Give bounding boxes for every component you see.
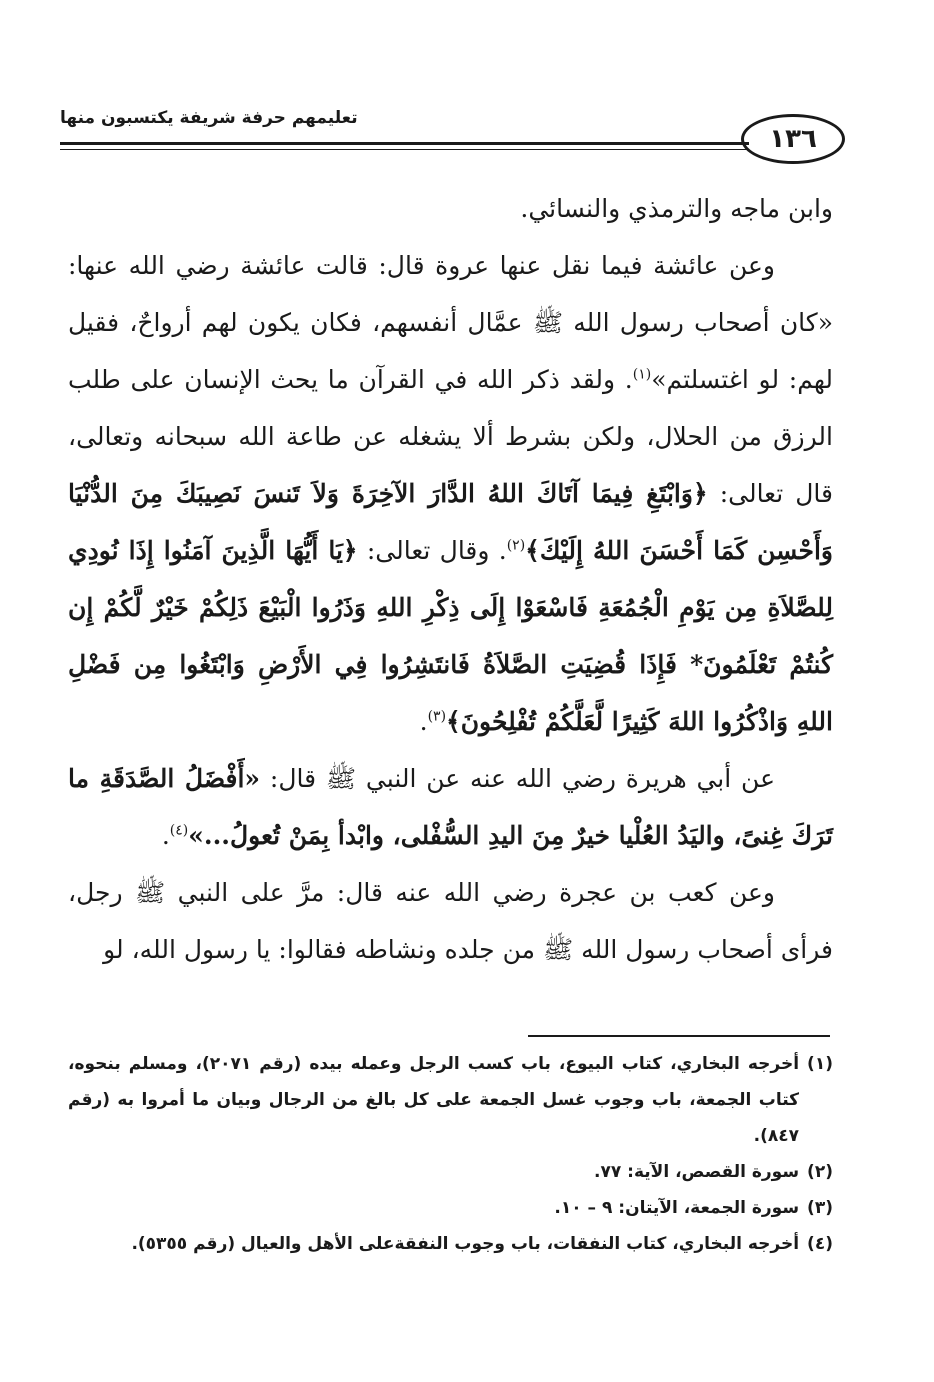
- quran-verse-qasas: ﴿وَابْتَغِ فِيمَا آتَاكَ اللهُ الدَّارَ الآخِرَةَ وَلاَ تَنسَ نَصِيبَكَ مِنَ الدُّنْيَا وَأَحْسِن كَمَا أَحْسَنَ اللهُ إِلَيْكَ﴾: [68, 479, 833, 565]
- paragraph-2-intro: وعن عائشة فيما نقل عنها عروة قال: قالت عائشة رضي الله عنها:: [68, 251, 775, 280]
- paragraph-1: وابن ماجه والترمذي والنسائي.: [520, 194, 833, 223]
- footnote-separator: [528, 1035, 830, 1037]
- footnote-ref-2: (٢): [506, 537, 526, 554]
- running-title: تعليمهم حرفة شريفة يكتسبون منها: [60, 108, 358, 128]
- footnote-text: سورة القصص، الآية: ٧٧.: [594, 1162, 800, 1182]
- footnote-text: سورة الجمعة، الآيتان: ٩ – ١٠.: [554, 1198, 800, 1218]
- paragraph-2: وعن عائشة فيما نقل عنها عروة قال: قالت عائشة رضي الله عنها: «كان أصحاب رسول الله ﷺ عمَّال أنفسهم، فكان يكون لهم أرواحٌ، فقيل لهم: لو اغتسلتم»$^{(١)}$. ولقد ذكر الله في القرآن ما يحث الإنسان على طلب الرزق من الحلال، ولكن بشرط ألا يشغله عن طاعة الله سبحانه وتعالى، قال تعالى: ﴿وَابْتَغِ فِيمَا آتَاكَ اللهُ الدَّارَ الآخِرَةَ وَلاَ تَنسَ نَصِيبَكَ مِنَ الدُّنْيَا وَأَحْسِن كَمَا أَحْسَنَ اللهُ إِلَيْكَ﴾$^{(٢)}$. وقال تعالى: ﴿يَا أَيُّهَا الَّذِينَ آمَنُوا إِذَا نُودِي لِلصَّلاَةِ مِن يَوْمِ الْجُمُعَةِ فَاسْعَوْا إِلَى ذِكْرِ اللهِ وَذَرُوا الْبَيْعَ ذَلِكُمْ خَيْرٌ لَّكُمْ إِن كُنتُمْ تَعْلَمُونَ* فَإِذَا قُضِيَتِ الصَّلاَةُ فَانتَشِرُوا فِي الأَرْضِ وَابْتَغُوا مِن فَضْلِ اللهِ وَاذْكُرُوا اللهَ كَثِيرًا لَّعَلَّكُمْ تُفْلِحُونَ﴾$^{(٣)}$.: [68, 251, 833, 736]
- footnote-number: (٤): [807, 1234, 833, 1254]
- main-text: [68, 180, 833, 978]
- footnotes: [68, 1046, 833, 1262]
- footnote-text: أخرجه البخاري، كتاب النفقات، باب وجوب النفقةعلى الأهل والعيال (رقم ٥٣٥٥).: [131, 1234, 800, 1254]
- footnote-1: [68, 1046, 833, 1154]
- paragraph-3: عن أبي هريرة رضي الله عنه عن النبي ﷺ قال: «أَفْضَلُ الصَّدَقَةِ ما تَرَكَ غِنىً، واليَدُ العُلْيا خيرٌ مِنَ اليدِ السُّفْلى، وابْدأ بِمَنْ تُعولُ...»$^{(٤)}$.: [68, 764, 833, 850]
- footnote-2: [68, 1154, 833, 1190]
- footnote-4: [68, 1226, 833, 1262]
- quran-verse-jumuah: ﴿يَا أَيُّهَا الَّذِينَ آمَنُوا إِذَا نُودِي لِلصَّلاَةِ مِن يَوْمِ الْجُمُعَةِ فَاسْعَوْا إِلَى ذِكْرِ اللهِ وَذَرُوا الْبَيْعَ ذَلِكُمْ خَيْرٌ لَّكُمْ إِن كُنتُمْ تَعْلَمُونَ* فَإِذَا قُضِيَتِ الصَّلاَةُ فَانتَشِرُوا فِي الأَرْضِ وَابْتَغُوا مِن فَضْلِ اللهِ وَاذْكُرُوا اللهَ كَثِيرًا لَّعَلَّكُمْ تُفْلِحُونَ﴾: [68, 536, 833, 736]
- page-header: [60, 108, 845, 158]
- footnote-text: أخرجه البخاري، كتاب البيوع، باب كسب الرجل وعمله بيده (رقم ٢٠٧١)، ومسلم بنحوه، كتاب الجمعة، باب وجوب غسل الجمعة على كل بالغ من الرجال وبيان ما أمروا به (رقم ٨٤٧).: [68, 1054, 800, 1146]
- hadith-sadaqah: «أَفْضَلُ الصَّدَقَةِ ما تَرَكَ غِنىً، واليَدُ العُلْيا خيرٌ مِنَ اليدِ السُّفْلى، وابْدأ بِمَنْ تُعولُ...»: [68, 764, 833, 850]
- footnote-ref-4: (٤): [169, 822, 189, 839]
- header-rule-thin: [60, 149, 749, 150]
- footnote-number: (٣): [807, 1198, 833, 1218]
- paragraph-2-continuation-2: . وقال تعالى:: [366, 536, 507, 565]
- footnote-number: (٢): [807, 1162, 833, 1182]
- header-rule: [60, 142, 749, 145]
- footnote-ref-3: (٣): [427, 708, 447, 725]
- paragraph-3-intro: عن أبي هريرة رضي الله عنه عن النبي ﷺ قال:: [269, 764, 775, 793]
- paragraph-4: وعن كعب بن عجرة رضي الله عنه قال: مرَّ على النبي ﷺ رجل، فرأى أصحاب رسول الله ﷺ من جلده ونشاطه فقالوا: يا رسول الله، لو: [68, 878, 833, 964]
- paragraph-2-continuation: . ولقد ذكر الله في القرآن ما يحث الإنسان على طلب الرزق من الحلال، ولكن بشرط ألا يشغله عن طاعة الله سبحانه وتعالى، قال تعالى:: [68, 365, 833, 508]
- aisha-quote: «كان أصحاب رسول الله ﷺ عمَّال أنفسهم، فكان يكون لهم أرواحٌ، فقيل لهم: لو اغتسلتم»: [68, 308, 833, 394]
- footnote-number: (١): [807, 1054, 833, 1074]
- footnote-ref-1: (١): [632, 366, 652, 383]
- page-number: ١٣٦: [741, 114, 845, 164]
- footnote-3: [68, 1190, 833, 1226]
